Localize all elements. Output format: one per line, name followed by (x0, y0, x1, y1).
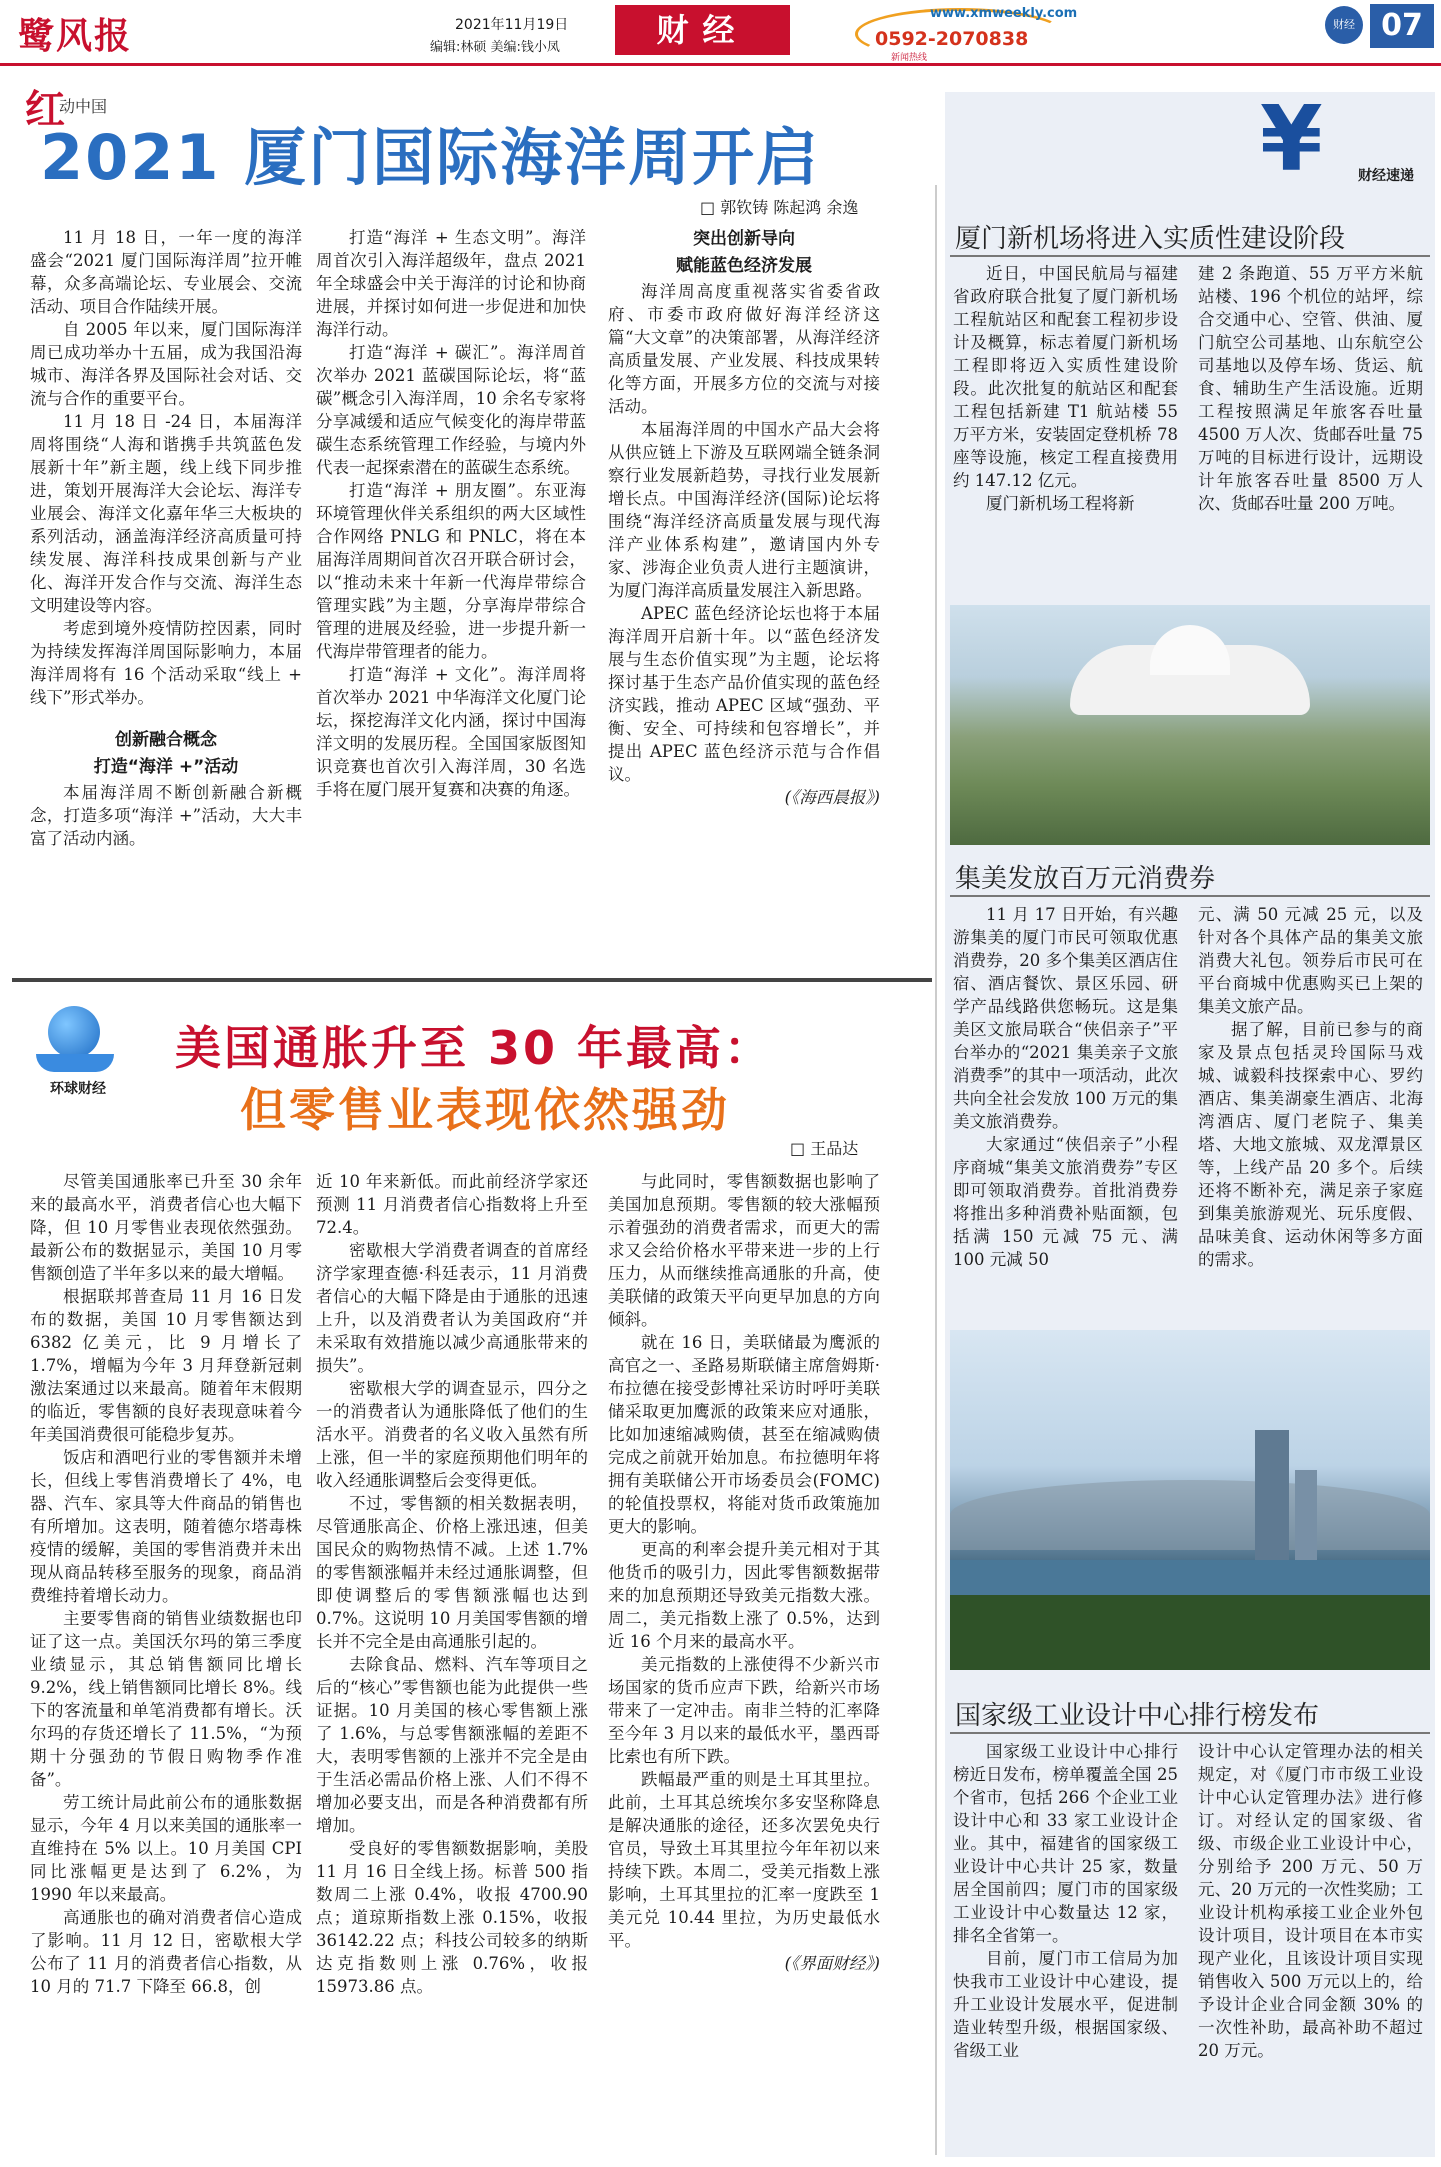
news2-colB (1198, 903, 1423, 1271)
paragraph: 11 月 18 日，一年一度的海洋盛会“2021 厦门国际海洋周”拉开帷幕，众多高端论坛、专业展会、交流活动、项目合作陆续开展。 (30, 228, 302, 316)
paragraph: 就在 16 日，美联储最为鹰派的高官之一、圣路易斯联储主席詹姆斯·布拉德在接受彭博社采访时呼吁美联储采取更加鹰派的政策来应对通胀，比如加速缩减购债，甚至在缩减购债完成之前就开始加息。布拉德明年将拥有美联储公开市场委员会(FOMC)的轮值投票权，将能对货币政策施加更大的影响。 (608, 1333, 880, 1536)
paragraph: 根据联邦普查局 11 月 16 日发布的数据，美国 10 月零售额达到 6382 亿美元，比 9 月增长了 1.7%，增幅为今年 3 月拜登新冠刺激法案通过以来最高。随着年末假期的临近，零售额的良好表现意味着今年美国消费很可能稳步复苏。 (30, 1287, 302, 1444)
paragraph: 海洋周高度重视落实省委省政府、市委市政府做好海洋经济这篇“大文章”的决策部署，从海洋经济高质量发展、产业发展、科技成果转化等方面，开展多方位的交流与对接活动。 (608, 282, 880, 416)
jimei-skyline-image (950, 1330, 1430, 1670)
paragraph: 饭店和酒吧行业的零售额并未增长，但线上零售消费增长了 4%，电器、汽车、家具等大件商品的销售也有所增加。这表明，随着德尔塔毒株疫情的缓解，美国的零售消费并未出现从商品转移至服务的现象，商品消费维持着增长动力。 (30, 1448, 302, 1605)
paragraph: 劳工统计局此前公布的通胀数据显示，今年 4 月以来美国的通胀率一直维持在 5% 以上。10 月美国 CPI 同比涨幅更是达到了 6.2%，为 1990 年以来最高。 (30, 1793, 302, 1904)
paragraph: 主要零售商的销售业绩数据也印证了这一点。美国沃尔玛的第三季度业绩显示，其总销售额同比增长 9.2%，线上销售额同比增长 8%。线下的客流量和单笔消费都有增长。沃尔玛的存货还增长了 11.5%，“为预期十分强劲的节假日购物季作准备”。 (30, 1609, 302, 1789)
paragraph: 据了解，目前已参与的商家及景点包括灵玲国际马戏城、诚毅科技探索中心、罗约酒店、集美湖豪生酒店、北海湾酒店、厦门老院子、集美塔、大地文旅城、双龙潭景区等，上线产品 20 多个。后续还将不断补充，满足亲子家庭到集美旅游观光、玩乐度假、品味美食、运动休闲等多方面的需求。 (1198, 1020, 1423, 1269)
article2-col2 (316, 1170, 588, 1998)
paragraph: 高通胀也的确对消费者信心造成了影响。11 月 12 日，密歇根大学公布了 11 月的消费者信心指数，从 10 月的 71.7 下降至 66.8，创 (30, 1908, 302, 1996)
news3-divider (950, 1732, 1430, 1734)
article1-subhead1: 创新融合概念 打造“海洋 +”活动 (93, 730, 239, 777)
news3-colB (1198, 1740, 1423, 2062)
globe-icon (48, 1006, 100, 1058)
paragraph: 元、满 50 元减 25 元，以及针对各个具体产品的集美文旅消费大礼包。领券后市民可在平台商城中优惠购买已上架的集美文旅产品。 (1198, 905, 1423, 1016)
paragraph: 11 月 18 日 -24 日，本届海洋周将围绕“人海和谐携手共筑蓝色发展新十年”新主题，线上线下同步推进，策划开展海洋大会论坛、海洋专业展会、海洋文化嘉年华三大板块的系列活动，涵盖海洋经济高质量可持续发展、海洋科技成果创新与产业化、海洋开发合作与交流、海洋生态文明建设等内容。 (30, 412, 302, 615)
article1-source: (《海西晨报》) (784, 788, 880, 807)
article1-subhead2: 突出创新导向 赋能蓝色经济发展 (676, 229, 812, 276)
news2-divider (950, 895, 1430, 897)
tower-shape (1295, 1470, 1317, 1560)
news1-divider (950, 255, 1430, 257)
terminal-roof-shape (1150, 625, 1230, 675)
issue-date: 2021年11月19日 (455, 17, 569, 33)
column-tag: 红 (25, 87, 65, 133)
paragraph: 本届海洋周不断创新融合新概念，打造多项“海洋 +”活动，大大丰富了活动内涵。 (30, 783, 302, 848)
hotline-number: 0592-2070838 (875, 28, 1029, 50)
paragraph: 密歇根大学消费者调查的首席经济学家理查德·科廷表示，11 月消费者信心的大幅下降是由于通胀的迅速上升，以及消费者认为美国政府“并未采取有效措施以减少高通胀带来的损失”。 (316, 1241, 588, 1375)
article1-headline-block (25, 78, 925, 194)
article1-headline: 2021 厦门国际海洋周开启 (40, 121, 821, 194)
paragraph: 建 2 条跑道、55 万平方米航站楼、196 个机位的站坪，综合交通中心、空管、供油、厦门航空公司基地、山东航空公司基地以及停车场、货运、航食、辅助生产生活设施。近期工程按照满足年旅客吞吐量 4500 万人次、货邮吞吐量 75 万吨的目标进行设计，远期设计年旅客吞吐量 8500 万人次、货邮吞吐量 200 万吨。 (1198, 264, 1423, 513)
news3-colA (953, 1740, 1178, 2062)
article1-col3 (608, 226, 880, 809)
paragraph: 本届海洋周的中国水产品大会将从供应链上下游及互联网端全链条洞察行业发展新趋势，寻找行业发展新增长点。中国海洋经济(国际)论坛将围绕“海洋经济高质量发展与现代海洋产业体系构建”，邀请国内外专家、涉海企业负责人进行主题演讲，为厦门海洋高质量发展注入新思路。 (608, 420, 880, 600)
website-url[interactable]: www.xmweekly.com (930, 6, 1078, 21)
article1-byline: □ 郭钦铸 陈起鸿 余逸 (700, 198, 859, 217)
paragraph: 密歇根大学的调查显示，四分之一的消费者认为通胀降低了他们的生活水平。消费者的名义收入虽然有所上涨，但一半的家庭预期他们明年的收入经通胀调整后会变得更低。 (316, 1379, 588, 1490)
paragraph: 近日，中国民航局与福建省政府联合批复了厦门新机场工程航站区和配套工程初步设计及概算，标志着厦门新机场工程即将迈入实质性建设阶段。此次批复的航站区和配套工程包括新建 T1 航站楼 55 万平方米，安装固定登机桥 78 座等设施，核定工程直接费用约 147.12 亿元。 (953, 264, 1178, 490)
global-finance-logo (20, 1000, 130, 1120)
paragraph: 与此同时，零售额数据也影响了美国加息预期。零售额的较大涨幅预示着强劲的消费者需求，而更大的需求又会给价格水平带来进一步的上行压力，从而继续推高通胀的升高，使美联储的政策天平向更早加息的方向倾斜。 (608, 1172, 880, 1329)
paragraph: 受良好的零售额数据影响，美股 11 月 16 日全线上扬。标普 500 指数周二上涨 0.4%，收报 4700.90 点；道琼斯指数上涨 0.15%，收报 36142.22 点；科技公司较多的纳斯达克指数则上涨 0.76%，收报 15973.86 点。 (316, 1839, 588, 1996)
sidebar-label: 财经速递 (1358, 168, 1414, 184)
news2-title: 集美发放百万元消费券 (955, 864, 1216, 894)
article2-source: (《界面财经》) (784, 1954, 880, 1973)
editors-line: 编辑:林硕 美编:钱小凤 (430, 40, 560, 55)
trees-shape (950, 1595, 1430, 1670)
airport-rendering-image (950, 605, 1430, 845)
article2-subheadline: 但零售业表现依然强劲 (240, 1083, 730, 1137)
page-section-badge: 财经 (1325, 6, 1363, 44)
paragraph: 打造“海洋 + 生态文明”。海洋周首次引入海洋超级年，盘点 2021 年全球盛会中关于海洋的讨论和协商进展，并探讨如何进一步促进和加快海洋行动。 (316, 228, 586, 339)
article2-col3 (608, 1170, 880, 1975)
paragraph: 自 2005 年以来，厦门国际海洋周已成功举办十五届，成为我国沿海城市、海洋各界及国际社会对话、交流与合作的重要平台。 (30, 320, 302, 408)
paragraph: APEC 蓝色经济论坛也将于本届海洋周开启新十年。以“蓝色经济发展与生态价值实现”为主题，论坛将探讨基于生态产品价值实现的蓝色经济实践，推动 APEC 区域“强劲、平衡、安全、可持续和包容增长”，并提出 APEC 蓝色经济示范与合作倡议。 (608, 604, 880, 784)
article1-col2 (316, 226, 586, 801)
article2-headline: 美国通胀升至 30 年最高： (175, 1021, 774, 1075)
page-number: 07 (1370, 4, 1434, 48)
paragraph: 厦门新机场工程将新 (986, 494, 1135, 513)
section-divider (12, 978, 932, 982)
hand-icon (36, 1054, 114, 1072)
paragraph: 打造“海洋 + 朋友圈”。东亚海环境管理伙伴关系组织的两大区域性合作网络 PNLG 和 PNLC，将在本届海洋周期间首次召开联合研讨会，以“推动未来十年新一代海岸带综合管理实践”为主题，分享海岸带综合管理的进展及经验，进一步提升新一代海岸带管理者的能力。 (316, 481, 586, 661)
paragraph: 大家通过“侠侣亲子”小程序商城“集美文旅消费券”专区即可领取消费券。首批消费券将推出多种消费补贴面额，包括满 150 元减 75 元、满 100 元减 50 (953, 1135, 1178, 1269)
lake-shape (950, 1560, 1430, 1600)
hotline-label: 新闻热线 (891, 53, 928, 63)
news1-colA (953, 262, 1178, 515)
paragraph: 考虑到境外疫情防控因素，同时为持续发挥海洋周国际影响力，本届海洋周将有 16 个活动采取“线上 + 线下”形式举办。 (30, 619, 302, 707)
article2-byline: □ 王品达 (790, 1139, 859, 1158)
paragraph: 目前，厦门市工信局为加快我市工业设计中心建设，提升工业设计发展水平，促进制造业转型升级，根据国家级、省级工业 (953, 1949, 1178, 2060)
paragraph: 近 10 年来新低。而此前经济学家还预测 11 月消费者信心指数将上升至 72.4。 (316, 1172, 588, 1237)
news2-colA (953, 903, 1178, 1271)
yen-icon: ¥ (1260, 87, 1323, 192)
paragraph: 不过，零售额的相关数据表明，尽管通胀高企、价格上涨迅速，但美国民众的购物热情不减。上述 1.7% 的零售额涨幅并未经过通胀调整，但即使调整后的零售额涨幅也达到 0.7%。这说明 10 月美国零售额的增长并不完全是由高通胀引起的。 (316, 1494, 588, 1651)
article2-col1 (30, 1170, 302, 1998)
paragraph: 美元指数的上涨使得不少新兴市场国家的货币应声下跌，给新兴市场带来了一定冲击。南非兰特的汇率降至今年 3 月以来的最低水平，墨西哥比索也有所下跌。 (608, 1655, 880, 1766)
column-label: 环球财经 (50, 1081, 106, 1097)
column-tag-sub: 动中国 (59, 97, 108, 116)
news1-title: 厦门新机场将进入实质性建设阶段 (955, 224, 1346, 254)
paragraph: 国家级工业设计中心排行榜近日发布，榜单覆盖全国 25 个省市，包括 266 个企业工业设计中心和 33 家工业设计企业。其中，福建省的国家级工业设计中心共计 25 家，数量居全国前四；厦门市的国家级工业设计中心数量达 12 家，排名全省第一。 (953, 1742, 1178, 1945)
paragraph: 更高的利率会提升美元相对于其他货币的吸引力，因此零售额数据带来的加息预期还导致美元指数大涨。周二，美元指数上涨了 0.5%，达到近 16 个月来的最高水平。 (608, 1540, 880, 1651)
news3-title: 国家级工业设计中心排行榜发布 (955, 1701, 1320, 1731)
masthead: 鹭风报 (18, 15, 133, 57)
paragraph: 尽管美国通胀率已升至 30 余年来的最高水平，消费者信心也大幅下降，但 10 月零售业表现依然强劲。最新公布的数据显示，美国 10 月零售额创造了半年多以来的最大增幅。 (30, 1172, 302, 1283)
section-title: 财经 (615, 5, 790, 55)
paragraph: 11 月 17 日开始，有兴趣游集美的厦门市民可领取优惠消费券，20 多个集美区酒店住宿、酒店餐饮、景区乐园、研学产品线路供您畅玩。这是集美区文旅局联合“侠侣亲子”平台举办的“2021 集美亲子文旅消费季”的其中一项活动，此次共向全社会发放 100 万元的集美文旅消费券。 (953, 905, 1178, 1131)
paragraph: 打造“海洋 + 文化”。海洋周将首次举办 2021 中华海洋文化厦门论坛，探挖海洋文化内涵，探讨中国海洋文明的发展历程。全国国家版图知识竞赛也首次引入海洋周，30 名选手将在厦门展开复赛和决赛的角逐。 (316, 665, 586, 799)
hills-shape (950, 1480, 1430, 1550)
paragraph: 跌幅最严重的则是土耳其里拉。此前，土耳其总统埃尔多安坚称降息是解决通胀的途径，还多次罢免央行官员，导致土耳其里拉今年年初以来持续下跌。本周二，受美元指数上涨影响，土耳其里拉的汇率一度跌至 1 美元兑 10.44 里拉，为历史最低水平。 (608, 1770, 880, 1950)
tower-shape (1255, 1430, 1289, 1560)
paragraph: 设计中心认定管理办法的相关规定，对《厦门市市级工业设计中心认定管理办法》进行修订。对经认定的国家级、省级、市级企业工业设计中心，分别给予 200 万元、50 万元、20 万元的一次性奖励；工业设计机构承接工业企业外包设计项目，设计项目在本市实现产业化，且该设计项目实现销售收入 500 万元以上的，给予设计企业合同金额 30% 的一次性补助，最高补助不超过 20 万元。 (1198, 1742, 1423, 2060)
article1-col1 (30, 226, 302, 850)
website-logo (855, 6, 1078, 63)
paragraph: 去除食品、燃料、汽车等项目之后的“核心”零售额也能为此提供一些证据。10 月美国的核心零售额上涨了 1.6%，与总零售额涨幅的差距不大，表明零售额的上涨并不完全是由于生活必需品价格上涨、人们不得不增加必要支出，而是各种消费都有所增加。 (316, 1655, 588, 1835)
page-header (0, 0, 1441, 66)
paragraph: 打造“海洋 + 碳汇”。海洋周首次举办 2021 蓝碳国际论坛，将“蓝碳”概念引入海洋周，10 余名专家将分享减缓和适应气候变化的海岸带蓝碳生态系统管理工作经验，与境内外代表一起探索潜在的蓝碳生态系统。 (316, 343, 586, 477)
news1-colB (1198, 262, 1423, 515)
column-rule (935, 185, 937, 2155)
